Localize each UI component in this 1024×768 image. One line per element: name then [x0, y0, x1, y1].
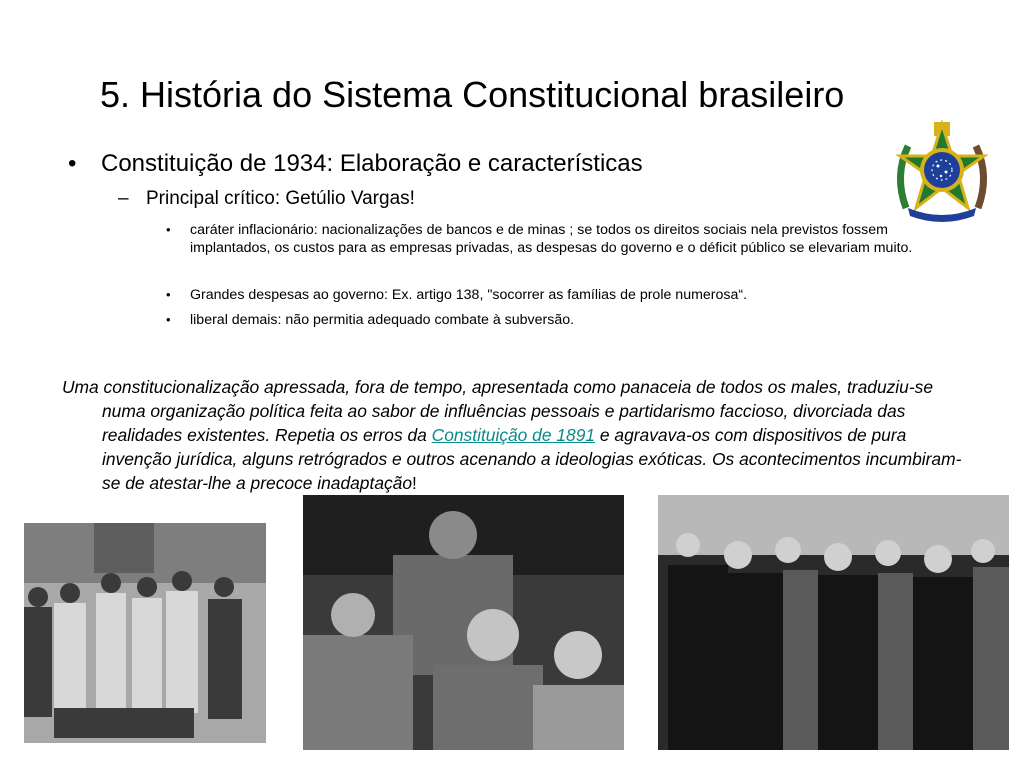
quote-text: Uma constitucionalização apressada, fora de tempo, apresentada como panaceia de todos os males, traduziu-se numa organização política feita ao sabor de influências pessoais e partidarismo faccioso, divorciada das realidades existentes. Repetia os erros da	[62, 377, 934, 446]
bullet-marker: •	[166, 222, 171, 237]
quote-end: !	[412, 473, 417, 494]
bullet-marker: –	[118, 188, 129, 209]
slide-title: 5. História do Sistema Constitucional brasileiro	[100, 74, 845, 115]
photo-crowd	[658, 495, 1009, 750]
bullet-level3	[166, 286, 920, 304]
quote-text: e agravava-os com dispositivos de pura invenção jurídica, alguns retrógrados e outros acenando a ideologias exóticas. Os acontecimentos incumbiram-se de atestar-lhe a precoce inadaptação	[102, 425, 962, 494]
bullet-marker: •	[166, 287, 171, 302]
bullet-text: Constituição de 1934: Elaboração e características	[101, 150, 643, 177]
brazil-coat-of-arms-icon	[886, 116, 998, 228]
bullet-text: Principal crítico: Getúlio Vargas!	[146, 188, 415, 209]
bullet-text: liberal demais: não permitia adequado combate à subversão.	[190, 312, 575, 328]
bullet-text: Grandes despesas ao governo: Ex. artigo 138, "socorrer as famílias de prole numerosa“.	[190, 287, 748, 303]
bullet-marker: •	[68, 150, 77, 177]
bullet-level3	[166, 221, 920, 257]
bullet-level3	[166, 311, 920, 329]
bullet-text: caráter inflacionário: nacionalizações de bancos e de minas ; se todos os direitos sociais nela previstos fossem implantados, os custos para as empresas privadas, as despesas do governo e o déficit público se elevariam muito.	[190, 222, 913, 256]
bullet-marker: •	[166, 312, 171, 327]
quote-paragraph	[62, 375, 972, 495]
photo-military-group	[24, 523, 266, 743]
photo-seated-officials	[303, 495, 624, 750]
constitution-1891-link[interactable]: Constituição de 1891	[431, 425, 596, 446]
